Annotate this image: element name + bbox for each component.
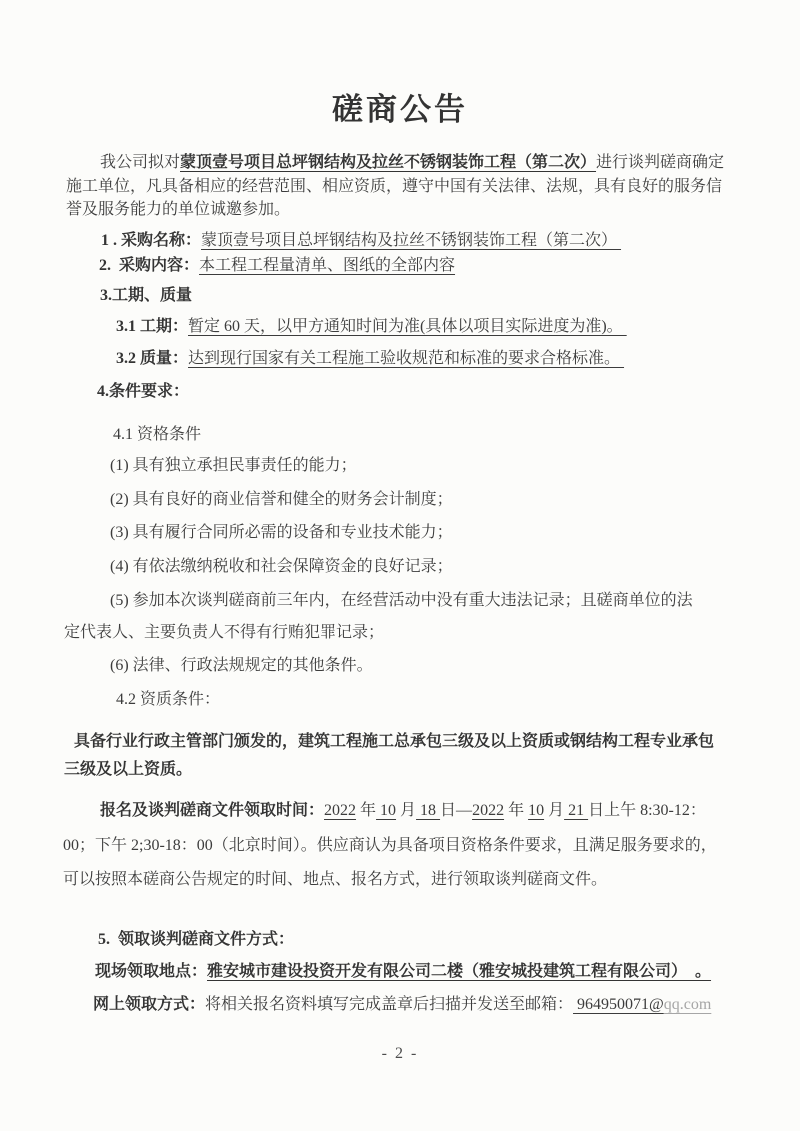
- intro-line-1: [100, 152, 724, 174]
- onsite-pickup-label: 现场领取地点：: [95, 963, 208, 980]
- condition-item-5-line-1: (5) 参加本次谈判磋商前三年内，在经营活动中没有重大违法记录；且磋商单位的法: [110, 592, 693, 609]
- online-pickup-label: 网上领取方式：: [93, 996, 206, 1013]
- date-sep-2: 月: [396, 802, 417, 819]
- quality-label: 3.2 质量：: [116, 350, 189, 367]
- intro-prefix: 我公司拟对: [100, 154, 181, 171]
- page-title: 磋商公告: [332, 92, 468, 127]
- onsite-pickup-value: 雅安城市建设投资开发有限公司二楼（雅安城投建筑工程有限公司） 。: [207, 963, 712, 980]
- date-day-1: 18: [416, 802, 441, 819]
- date-day-2: 21: [564, 802, 589, 819]
- date-month-1: 10: [376, 802, 397, 819]
- registration-label: 报名及谈判磋商文件领取时间：: [100, 802, 325, 819]
- quality-row: [116, 348, 624, 370]
- purchase-name-value: 蒙顶壹号项目总坪钢结构及拉丝不锈钢装饰工程（第二次）: [201, 232, 622, 249]
- intro-line-2: 施工单位，凡具备相应的经营范围、相应资质，遵守中国有关法律、法规，具有良好的服务信: [66, 178, 723, 195]
- registration-line-2: 00；下午 2;30-18：00（北京时间）。供应商认为具备项目资格条件要求，且满足服务要求的，: [63, 837, 717, 854]
- cert-paragraph-line-2: 三级及以上资质。: [64, 761, 193, 778]
- condition-item-5-line-2: 定代表人、主要负责人不得有行贿犯罪记录；: [64, 624, 385, 641]
- onsite-pickup-row: [95, 961, 711, 983]
- date-sep-5: 月: [544, 802, 565, 819]
- condition-item-1: (1) 具有独立承担民事责任的能力；: [110, 457, 357, 474]
- email-address-domain: qq.com: [663, 996, 712, 1013]
- condition-item-4: (4) 有依法缴纳税收和社会保障资金的良好记录；: [110, 558, 453, 575]
- registration-line1-tail: 日上午 8:30-12：: [588, 802, 706, 819]
- duration-row: [116, 316, 627, 338]
- purchase-name-label: 1 . 采购名称：: [101, 232, 202, 249]
- project-name: 蒙顶壹号项目总坪钢结构及拉丝不锈钢装饰工程（第二次）: [180, 154, 597, 171]
- qualification-subheading: 4.1 资格条件: [113, 426, 202, 443]
- condition-item-6: (6) 法律、行政法规规定的其他条件。: [110, 657, 373, 674]
- page-number: - 2 -: [381, 1045, 419, 1062]
- registration-line-3: 可以按照本磋商公告规定的时间、地点、报名方式，进行领取谈判磋商文件。: [63, 871, 608, 888]
- duration-value: 暂定 60 天，以甲方通知时间为准(具体以项目实际进度为准)。: [188, 318, 627, 335]
- schedule-heading: 3.工期、质量: [100, 287, 193, 304]
- online-pickup-text: 将相关报名资料填写完成盖章后扫描并发送至邮箱：: [205, 996, 574, 1013]
- email-address-user: 964950071@: [573, 996, 664, 1013]
- collection-heading: 5. 领取谈判磋商文件方式：: [98, 931, 295, 948]
- date-year-1: 2022: [324, 802, 357, 819]
- quality-value: 达到现行国家有关工程施工验收规范和标准的要求合格标准。: [188, 350, 625, 367]
- date-year-2: 2022: [472, 802, 505, 819]
- purchase-content-value: 本工程工程量清单、图纸的全部内容: [199, 257, 456, 274]
- purchase-content-row: [99, 255, 455, 277]
- requirements-heading: 4.条件要求：: [97, 383, 190, 400]
- date-sep-1: 年: [356, 802, 377, 819]
- date-month-2: 10: [528, 802, 545, 819]
- registration-line-1: [100, 800, 706, 822]
- cert-subheading: 4.2 资质条件：: [116, 691, 221, 708]
- duration-label: 3.1 工期：: [116, 318, 189, 335]
- online-pickup-row: [93, 994, 711, 1016]
- cert-paragraph-line-1: 具备行业行政主管部门颁发的，建筑工程施工总承包三级及以上资质或钢结构工程专业承包: [74, 733, 715, 750]
- purchase-name-row: [101, 230, 621, 252]
- purchase-content-label: 2. 采购内容：: [99, 257, 200, 274]
- intro-line1-end: 进行谈判磋商确定: [596, 154, 725, 171]
- date-sep-3: 日—: [440, 802, 473, 819]
- condition-item-2: (2) 具有良好的商业信誉和健全的财务会计制度；: [110, 491, 453, 508]
- intro-line-3: 誉及服务能力的单位诚邀参加。: [66, 201, 291, 218]
- condition-item-3: (3) 具有履行合同所必需的设备和专业技术能力；: [110, 524, 453, 541]
- date-sep-4: 年: [504, 802, 529, 819]
